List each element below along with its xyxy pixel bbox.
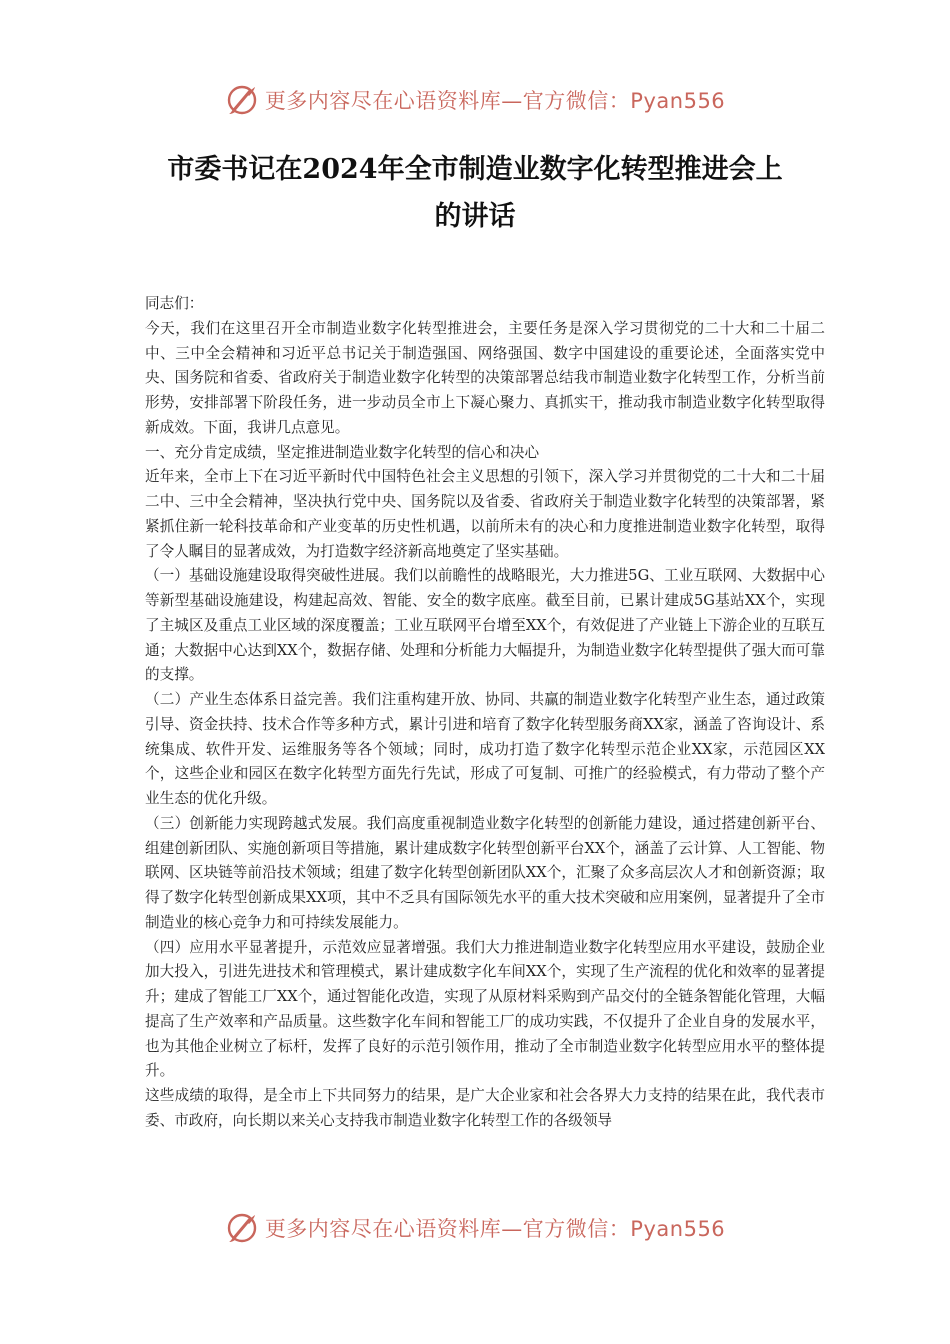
paragraph: 近年来，全市上下在习近平新时代中国特色社会主义思想的引领下，深入学习并贯彻党的二十大和二十届二中、三中全会精神，坚决执行党中央、国务院以及省委、省政府关于制造业数字化转型的决策部署，紧紧抓住新一轮科技革命和产业变革的历史性机遇，以前所未有的决心和力度推进制造业数字化转型，取得了令人瞩目的显著成效，为打造数字经济新高地奠定了坚实基础。 — [145, 468, 825, 560]
paragraph-salutation: 同志们： — [145, 295, 204, 312]
title-line-1: 市委书记在2024年全市制造业数字化转型推进会上 — [167, 154, 783, 185]
title-line-2: 的讲话 — [434, 201, 516, 232]
paragraph: （一）基础设施建设取得突破性进展。我们以前瞻性的战略眼光，大力推进5G、工业互联网、大数据中心等新型基础设施建设，构建起高效、智能、安全的数字底座。截至目前，已累计建成5G基站XX个，实现了主城区及重点工业区域的深度覆盖；工业互联网平台增至XX个，有效促进了产业链上下游企业的互联互通；大数据中心达到XX个，数据存储、处理和分析能力大幅提升，为制造业数字化转型提供了强大而可靠的支撑。 — [145, 567, 825, 684]
section-heading-1: 一、充分肯定成绩，坚定推进制造业数字化转型的信心和决心 — [145, 443, 540, 461]
paragraph: （三）创新能力实现跨越式发展。我们高度重视制造业数字化转型的创新能力建设，通过搭建创新平台、组建创新团队、实施创新项目等措施，累计建成数字化转型创新平台XX个，涵盖了云计算、人工智能、物联网、区块链等前沿技术领域；组建了数字化转型创新团队XX个，汇聚了众多高层次人才和创新资源；取得了数字化转型创新成果XX项，其中不乏具有国际领先水平的重大技术突破和应用案例，显著提升了全市制造业的核心竞争力和可持续发展能力。 — [145, 814, 825, 931]
paragraph: （四）应用水平显著提升，示范效应显著增强。我们大力推进制造业数字化转型应用水平建设，鼓励企业加大投入，引进先进技术和管理模式，累计建成数字化车间XX个，实现了生产流程的优化和效率的显著提升；建成了智能工厂XX个，通过智能化改造，实现了从原材料采购到产品交付的全链条智能化管理，大幅提高了生产效率和产品质量。这些数字化车间和智能工厂的成功实践，不仅提升了企业自身的发展水平，也为其他企业树立了标杆，发挥了良好的示范引领作用，推动了全市制造业数字化转型应用水平的整体提升。 — [145, 938, 825, 1080]
watermark-text: 更多内容尽在心语资料库—官方微信：Pyan556 — [264, 1217, 726, 1241]
brush-logo-icon — [225, 1211, 259, 1245]
document-title — [120, 146, 830, 240]
header-watermark-banner — [0, 80, 950, 120]
watermark-text: 更多内容尽在心语资料库—官方微信：Pyan556 — [264, 89, 726, 113]
paragraph-intro: 今天，我们在这里召开全市制造业数字化转型推进会，主要任务是深入学习贯彻党的二十大和二十届二中、三中全会精神和习近平总书记关于制造强国、网络强国、数字中国建设的重要论述，全面落实党中央、国务院和省委、省政府关于制造业数字化转型的决策部署总结我市制造业数字化转型工作，分析当前形势，安排部署下阶段任务，进一步动员全市上下凝心聚力、真抓实干，推动我市制造业数字化转型取得新成效。下面，我讲几点意见。 — [145, 319, 825, 436]
paragraph: （二）产业生态体系日益完善。我们注重构建开放、协同、共赢的制造业数字化转型产业生态，通过政策引导、资金扶持、技术合作等多种方式，累计引进和培育了数字化转型服务商XX家，涵盖了咨询设计、系统集成、软件开发、运维服务等各个领域；同时，成功打造了数字化转型示范企业XX家，示范园区XX个，这些企业和园区在数字化转型方面先行先试，形成了可复制、可推广的经验模式，有力带动了整个产业生态的优化升级。 — [145, 691, 825, 807]
footer-watermark-banner — [0, 1208, 950, 1248]
brush-logo-icon — [225, 83, 259, 117]
document-body — [145, 292, 825, 1134]
paragraph: 这些成绩的取得，是全市上下共同努力的结果，是广大企业家和社会各界大力支持的结果在此，我代表市委、市政府，向长期以来关心支持我市制造业数字化转型工作的各级领导 — [145, 1087, 825, 1129]
